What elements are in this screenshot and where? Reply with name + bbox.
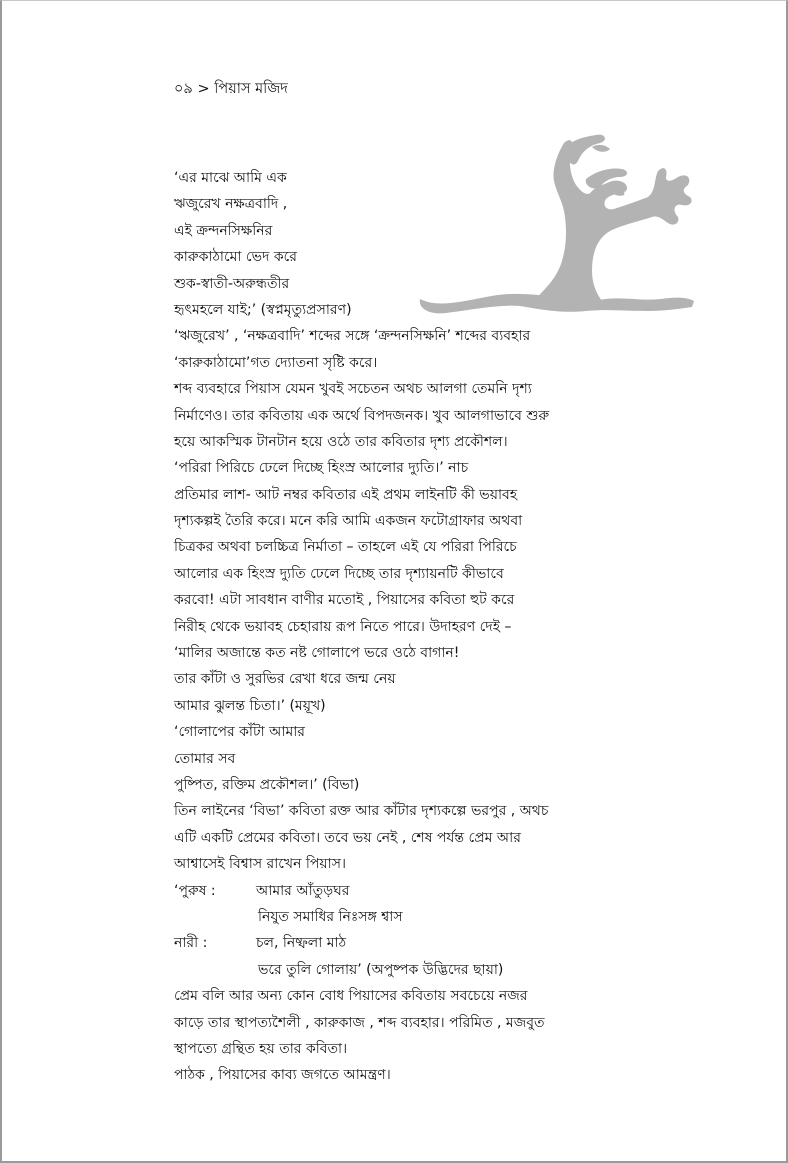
text-line: স্থাপত্যে গ্রন্থিত হয় তার কবিতা। <box>174 1040 348 1057</box>
text-line: এই ক্রন্দনসিক্ষনির <box>174 222 273 239</box>
text-line: আশ্বাসেই বিশ্বাস রাখেন পিয়াস। <box>174 856 346 873</box>
dialogue-line <box>174 930 634 956</box>
text-line: ঋজুরেখ নক্ষত্রবাদি , <box>174 196 288 213</box>
body-text <box>174 165 634 1089</box>
dialogue-speaker: নারী : <box>174 935 208 952</box>
text-line: চিত্রকর অথবা চলচ্চিত্র নির্মাতা – তাহলে এই যে পরিরা পিরিচে <box>174 539 517 556</box>
text-line: আমার ঝুলন্ত চিতা।’ (ময়ূখ) <box>174 697 326 714</box>
text-line: শব্দ ব্যবহারে পিয়াস যেমন খুবই সচেতন অথচ আলগা তেমনি দৃশ্য <box>174 381 532 398</box>
text-line: এটি একটি প্রেমের কবিতা। তবে ভয় নেই , শেষ পর্যন্ত প্রেম আর <box>174 829 521 846</box>
text-line: তোমার সব <box>174 750 236 767</box>
dialogue-text: ভরে তুলি গোলায়’ (অপুষ্পক উদ্ভিদের ছায়া) <box>258 961 504 978</box>
text-line: তিন লাইনের ‘বিভা’ কবিতা রক্ত আর কাঁটার দৃশ্যকল্পে ভরপুর , অথচ <box>174 803 549 820</box>
dialogue-text: চল, নিষ্ফলা মাঠ <box>256 935 347 952</box>
text-line: করবো! এটা সাবধান বাণীর মতোই , পিয়াসের কবিতা হুট করে <box>174 592 515 609</box>
text-line: ‘এর মাঝে আমি এক <box>174 170 287 186</box>
running-header: ০৯ > পিয়াস মজিদ <box>174 81 288 97</box>
text-line: ‘গোলাপের কাঁটা আমার <box>174 724 305 741</box>
text-line: নিরীহ থেকে ভয়াবহ চেহারায় রূপ নিতে পারে। উদাহরণ দেই – <box>174 618 512 635</box>
text-line: নির্মাণেও। তার কবিতায় এক অর্থে বিপদজনক। খুব আলগাভাবে শুরু <box>174 407 550 424</box>
dialogue-line <box>174 957 634 983</box>
text-line: ‘কারুকাঠামো’গত দ্যোতনা সৃষ্টি করে। <box>174 354 378 371</box>
text-line: ‘মালির অজান্তে কত নষ্ট গোলাপে ভরে ওঠে বাগান! <box>174 645 460 662</box>
dialogue-speaker: ‘পুরুষ : <box>174 882 216 899</box>
text-line: ‘ঋজুরেখ’ , ‘নক্ষত্রবাদি’ শব্দের সঙ্গে ‘ক্রন্দনসিক্ষনি’ শব্দের ব্যবহার <box>174 328 531 345</box>
text-line: হয়ে আকস্মিক টানটান হয়ে ওঠে তার কবিতার দৃশ্য প্রকৌশল। <box>174 433 508 450</box>
text-line: আলোর এক হিংস্র দ্যুতি ঢেলে দিচ্ছে তার দৃশ্যায়নটি কীভাবে <box>174 565 504 582</box>
dialogue-line <box>174 904 634 930</box>
text-line: কারুকাঠামো ভেদ করে <box>174 249 297 266</box>
text-line: পুষ্পিত, রক্তিম প্রকৌশল।’ (বিভা) <box>174 776 360 793</box>
text-line: পাঠক , পিয়াসের কাব্য জগতে আমন্ত্রণ। <box>174 1067 391 1084</box>
text-line: শুক-স্বাতী-অরুন্ধতীর <box>174 275 290 292</box>
text-line: দৃশ্যকল্পই তৈরি করে। মনে করি আমি একজন ফটোগ্রাফার অথবা <box>174 513 523 530</box>
text-line: তার কাঁটা ও সুরভির রেখা ধরে জন্ম নেয় <box>174 671 396 688</box>
text-line: ‘পরিরা পিরিচে ঢেলে দিচ্ছে হিংস্র আলোর দ্যুতি।’ নাচ <box>174 460 469 477</box>
text-line: প্রেম বলি আর অন্য কোন বোধ পিয়াসের কবিতায় সবচেয়ে নজর <box>174 988 528 1005</box>
dialogue-text: আমার আঁতুড়ঘর <box>256 882 350 899</box>
text-line: কাড়ে তার স্থাপত্যশৈলী , কারুকাজ , শব্দ ব্যবহার। পরিমিত , মজবুত <box>174 1014 545 1031</box>
dialogue-line <box>174 878 634 904</box>
text-line: প্রতিমার লাশ- আট নম্বর কবিতার এই প্রথম লাইনটি কী ভয়াবহ <box>174 486 518 503</box>
text-line: হৃৎমহলে যাই;’ (স্বপ্নমৃত্যুপ্রসারণ) <box>174 301 352 318</box>
dialogue-text: নিযুত সমাধির নিঃসঙ্গ শ্বাস <box>258 908 403 925</box>
